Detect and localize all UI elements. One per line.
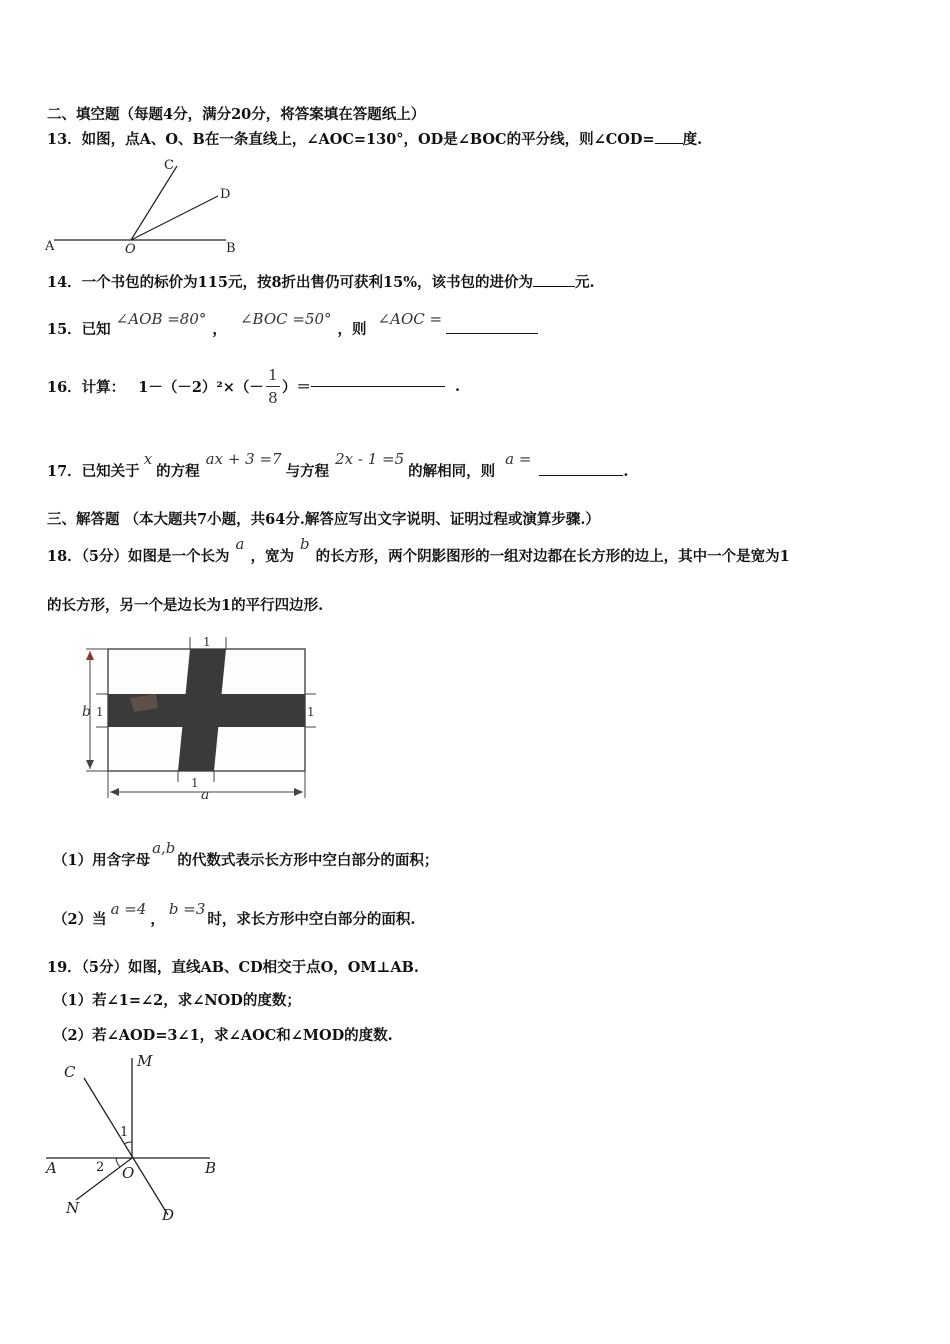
fraction-bar: [266, 386, 280, 387]
label-a: A: [46, 1159, 57, 1177]
question-17-mid2: 与方程: [285, 463, 330, 480]
question-18-part1: [53, 839, 439, 870]
label-d: D: [162, 1206, 175, 1224]
part1-suffix: 的代数式表示长方形中空白部分的面积；: [177, 852, 439, 869]
question-19-part1: （1）若∠1=∠2，求∠NOD的度数；: [53, 992, 301, 1009]
label-o: O: [122, 1164, 135, 1182]
question-13: [47, 128, 702, 149]
label-d: D: [220, 187, 231, 202]
math-aob: ∠AOB =80°: [115, 310, 207, 328]
label-c: C: [64, 1063, 76, 1081]
label-n: N: [66, 1199, 80, 1217]
question-13-text: 13．如图，点A、O、B在一条直线上，∠AOC=130°，OD是∠BOC的平分线，则∠COD=: [47, 131, 655, 148]
question-17-prefix: 17．已知关于: [47, 463, 140, 480]
question-16-close: ）＝: [281, 379, 311, 396]
figure-q18-rectangle: [78, 632, 323, 800]
label-b: B: [205, 1159, 217, 1177]
question-17-mid3: 的解相同，则: [408, 463, 496, 480]
math-ab: a,b: [152, 839, 176, 857]
question-18: [47, 535, 790, 566]
section-heading-solutions: 三、解答题 （本大题共7小题，共64分.解答应写出文字说明、证明过程或演算步骤.）: [47, 511, 600, 528]
question-14: [47, 271, 595, 292]
math-a-eq-4: a =4: [110, 900, 147, 918]
answer-blank-17[interactable]: [539, 475, 623, 476]
label-1: 1: [191, 776, 199, 790]
question-16: [47, 366, 460, 407]
label-1: 1: [307, 705, 315, 719]
figure-q19-intersecting-lines: [40, 1050, 230, 1225]
question-17: [47, 450, 629, 481]
answer-blank-16[interactable]: [311, 386, 445, 387]
answer-blank-15[interactable]: [446, 333, 538, 334]
question-18-line2: 的长方形，另一个是边长为1的平行四边形.: [47, 597, 324, 614]
label-b: B: [226, 241, 236, 256]
math-a: a: [235, 535, 245, 553]
fraction-numerator: 1: [268, 366, 278, 384]
math-aoc: ∠AOC =: [377, 310, 443, 328]
question-16-suffix: .: [454, 378, 460, 395]
question-16-prefix: 16．计算：: [47, 379, 126, 396]
question-18-p2: ，宽为: [250, 548, 294, 565]
question-19: 19．（5分）如图，直线AB、CD相交于点O，OM⊥AB.: [47, 959, 419, 976]
part2-prefix: （2）当: [53, 911, 107, 928]
question-18-p3: 的长方形，两个阴影图形的一组对边都在长方形的边上，其中一个是宽为1: [315, 548, 790, 565]
label-2: 2: [96, 1160, 105, 1175]
question-14-suffix: 元.: [575, 274, 595, 291]
label-c: C: [164, 158, 174, 173]
sep: ，: [212, 321, 227, 338]
part2-suffix: 时，求长方形中空白部分的面积.: [207, 911, 416, 928]
question-16-expr: 1－（－2）²×（－: [138, 379, 264, 396]
question-18-p1: 18．（5分）如图是一个长为: [47, 548, 230, 565]
label-a: A: [45, 239, 55, 254]
question-13-suffix: 度.: [682, 131, 703, 148]
figure-q13-angles: [40, 152, 250, 258]
section-heading-fill-in: 二、填空题（每题4分，满分20分，将答案填在答题纸上）: [47, 106, 426, 123]
sep: ，则: [337, 321, 367, 338]
question-17-mid1: 的方程: [156, 463, 200, 480]
question-19-part2: （2）若∠AOD=3∠1，求∠AOC和∠MOD的度数.: [53, 1027, 393, 1044]
fraction-denominator: 8: [268, 389, 278, 407]
label-m: M: [137, 1052, 153, 1070]
answer-blank-14[interactable]: [533, 286, 575, 287]
question-15-prefix: 15．已知: [47, 321, 111, 338]
label-o: O: [125, 242, 136, 257]
label-1: 1: [203, 635, 211, 649]
label-a: a: [201, 787, 210, 800]
question-17-suffix: .: [623, 463, 629, 480]
question-18-part2: [53, 900, 416, 929]
fraction-one-eighth: [266, 366, 280, 407]
label-1: 1: [120, 1125, 129, 1140]
math-eq2: 2x - 1 =5: [335, 450, 405, 468]
label-b: b: [82, 704, 91, 720]
math-b: b: [299, 535, 310, 553]
part2-sep: ，: [150, 911, 165, 928]
math-boc: ∠BOC =50°: [239, 310, 332, 328]
question-14-text: 14．一个书包的标价为115元，按8折出售仍可获利15%，该书包的进价为: [47, 274, 533, 291]
math-x: x: [143, 450, 153, 468]
math-a: a =: [505, 450, 532, 468]
math-eq1: ax + 3 =7: [205, 450, 282, 468]
question-15: [47, 310, 538, 339]
math-b-eq-3: b =3: [168, 900, 206, 918]
part1-prefix: （1）用含字母: [53, 852, 151, 869]
label-1: 1: [96, 705, 104, 719]
answer-blank-13[interactable]: [655, 143, 683, 144]
